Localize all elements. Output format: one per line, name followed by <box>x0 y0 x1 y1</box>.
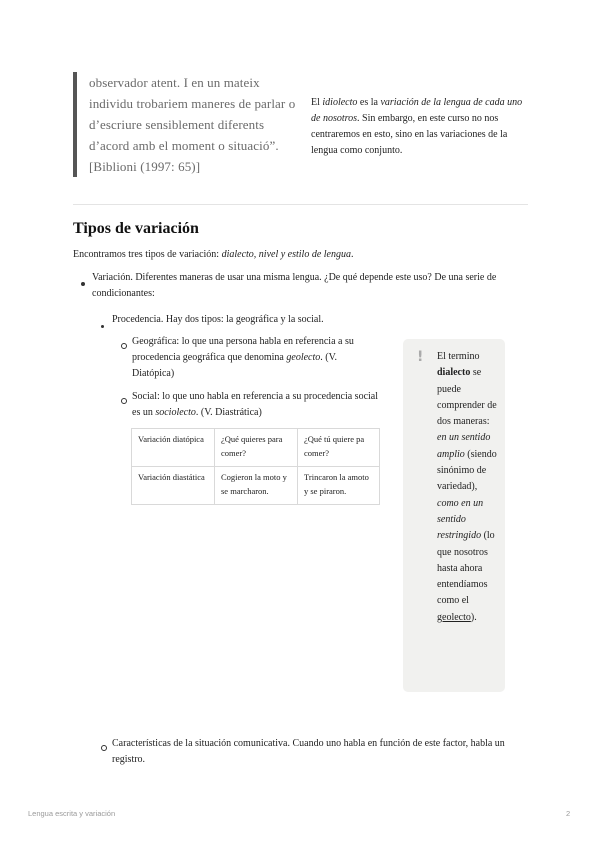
variation-table <box>131 428 380 505</box>
list-item-procedencia <box>101 312 521 328</box>
exclamation-icon: ! <box>417 349 424 365</box>
text-span: dialecto, nivel y estilo de lengua <box>221 249 351 260</box>
text-span: El termino <box>437 351 480 362</box>
text-span: geolecto <box>286 352 321 363</box>
text-span: . (V. Diatópica) <box>132 352 338 379</box>
list-item-social <box>121 389 381 421</box>
bullet-icon <box>101 318 104 334</box>
list-item-text <box>121 389 381 421</box>
list-item-caracteristicas <box>101 736 521 768</box>
text-span: idiolecto <box>322 97 358 108</box>
table-cell: Variación diastática <box>132 467 215 505</box>
table-row <box>132 467 380 505</box>
quote-text: observador atent. I en un mateix individu trobariem maneres de parlar o d’escriure sensiblement diferents d’acord amb el moment o situació”. [Biblioni (1997: 65)] <box>89 75 296 174</box>
table-cell: ¿Qué tú quiere pa comer? <box>298 429 380 467</box>
table-cell: Cogieron la moto y se marcharon. <box>215 467 298 505</box>
list-item-text: Características de la situación comunicativa. Cuando uno habla en función de este factor, habla un registro. <box>112 738 505 765</box>
side-note <box>311 95 531 159</box>
text-span: (lo que nosotros hasta ahora entendíamos como el <box>437 530 495 607</box>
footer-title: Lengua escrita y variación <box>28 809 116 818</box>
text-span: como en un sentido restringido <box>437 497 484 542</box>
circle-bullet-icon <box>101 741 107 757</box>
text-span: El <box>311 97 323 108</box>
text-span: ). <box>470 611 477 623</box>
text-span: sociolecto <box>155 407 196 418</box>
list-item-variacion <box>81 270 531 302</box>
divider <box>73 204 528 205</box>
blockquote <box>73 72 304 177</box>
text-span: es la <box>357 97 381 108</box>
text-span: se puede comprender de dos maneras: <box>437 367 497 428</box>
list-item-text: Procedencia. Hay dos tipos: la geográfica y la social. <box>112 314 324 325</box>
callout-text <box>437 349 497 626</box>
text-span: en un sentido amplio <box>437 432 491 460</box>
circle-bullet-icon <box>121 339 127 355</box>
table-cell: Trincaron la amoto y se piraron. <box>298 467 380 505</box>
text-span: Geográfica: lo que una persona habla en referencia a su procedencia geográfica que denomina <box>132 336 354 363</box>
text-span: . (V. Diastrática) <box>195 407 262 418</box>
section-intro <box>73 247 533 263</box>
text-span: . Sin embargo, en este curso no nos centraremos en esto, sino en las variaciones de la lengua como conjunto. <box>311 113 508 156</box>
text-span: (siendo sinónimo de variedad), <box>437 448 497 493</box>
table-cell: ¿Qué quieres para comer? <box>215 429 298 467</box>
callout-box <box>403 339 505 692</box>
section-title: Tipos de variación <box>73 220 199 237</box>
geolecto-link[interactable]: geolecto <box>437 611 471 623</box>
list-item-text: Variación. Diferentes maneras de usar una misma lengua. ¿De qué depende este uso? De una serie de condicionantes: <box>92 272 497 299</box>
circle-bullet-icon <box>121 394 127 410</box>
table-cell: Variación diatópica <box>132 429 215 467</box>
list-item-text <box>121 334 381 382</box>
side-note-text <box>311 95 531 159</box>
text-span: Social: lo que uno habla en referencia a su procedencia social es un <box>132 391 379 418</box>
list-item-geografica <box>121 334 381 382</box>
table-row <box>132 429 380 467</box>
text-span: dialecto <box>437 367 471 379</box>
page-number: 2 <box>566 809 571 818</box>
bullet-icon <box>81 276 85 292</box>
text-span: variación de la lengua de cada uno de nosotros <box>311 97 523 124</box>
text-span: . <box>350 249 354 260</box>
text-span: Encontramos tres tipos de variación: <box>73 249 222 260</box>
